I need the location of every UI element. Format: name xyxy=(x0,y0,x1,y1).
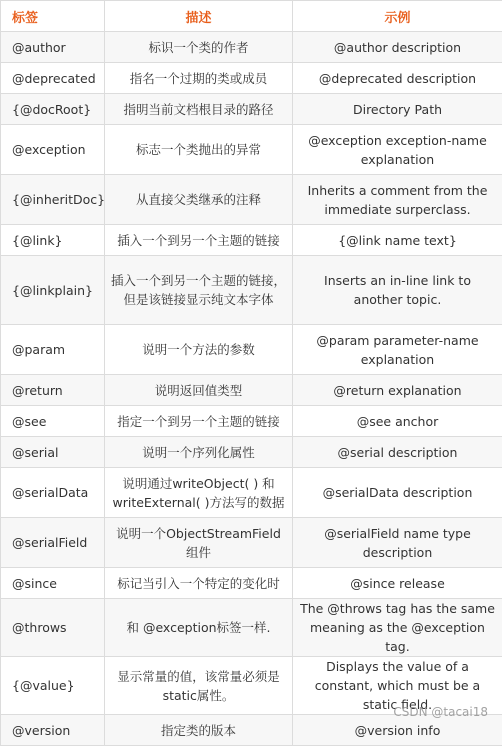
description-cell: 标记当引入一个特定的变化时 xyxy=(105,568,293,599)
tag-cell: @return xyxy=(1,375,105,406)
description-cell: 说明一个方法的参数 xyxy=(105,325,293,375)
description-cell: 插入一个到另一个主题的链接，但是该链接显示纯文本字体 xyxy=(105,256,293,325)
header-tag: 标签 xyxy=(1,1,105,32)
table-row xyxy=(1,32,502,63)
example-cell: @param parameter-name explanation xyxy=(293,325,502,375)
table-row xyxy=(1,125,502,175)
table-row xyxy=(1,437,502,468)
description-cell: 说明通过writeObject( ) 和 writeExternal( )方法写的数据 xyxy=(105,468,293,518)
tag-cell: @see xyxy=(1,406,105,437)
tag-cell: {@link} xyxy=(1,225,105,256)
table-row xyxy=(1,599,502,657)
table-row xyxy=(1,715,502,746)
example-cell: The @throws tag has the same meaning as the @exception tag. xyxy=(293,599,502,657)
example-cell: @since release xyxy=(293,568,502,599)
tag-cell: @version xyxy=(1,715,105,746)
table-row xyxy=(1,175,502,225)
example-cell: @version info xyxy=(293,715,502,746)
tag-cell: @deprecated xyxy=(1,63,105,94)
example-cell: @deprecated description xyxy=(293,63,502,94)
table-row xyxy=(1,256,502,325)
description-cell: 说明一个序列化属性 xyxy=(105,437,293,468)
tag-cell: {@value} xyxy=(1,657,105,715)
table-row xyxy=(1,518,502,568)
watermark: CSDN @tacai18 xyxy=(393,705,488,719)
table-row xyxy=(1,568,502,599)
example-cell: @serialData description xyxy=(293,468,502,518)
tag-cell: @serialData xyxy=(1,468,105,518)
tag-cell: @since xyxy=(1,568,105,599)
example-cell: Inherits a comment from the immediate surperclass. xyxy=(293,175,502,225)
description-cell: 指定一个到另一个主题的链接 xyxy=(105,406,293,437)
example-cell: @serial description xyxy=(293,437,502,468)
table-row xyxy=(1,63,502,94)
table-header-row xyxy=(1,1,502,32)
description-cell: 指名一个过期的类或成员 xyxy=(105,63,293,94)
table-row xyxy=(1,375,502,406)
table-row xyxy=(1,325,502,375)
table-body xyxy=(1,32,502,746)
tag-cell: @exception xyxy=(1,125,105,175)
tag-cell: @throws xyxy=(1,599,105,657)
table-row xyxy=(1,468,502,518)
description-cell: 标识一个类的作者 xyxy=(105,32,293,63)
example-cell: {@link name text} xyxy=(293,225,502,256)
tag-cell: @serialField xyxy=(1,518,105,568)
header-example: 示例 xyxy=(293,1,502,32)
tag-cell: @param xyxy=(1,325,105,375)
example-cell: @see anchor xyxy=(293,406,502,437)
description-cell: 说明返回值类型 xyxy=(105,375,293,406)
example-cell: @author description xyxy=(293,32,502,63)
table-row xyxy=(1,225,502,256)
example-cell: Displays the value of a constant, which must be a static field. xyxy=(293,657,502,715)
example-cell: @return explanation xyxy=(293,375,502,406)
header-description: 描述 xyxy=(105,1,293,32)
description-cell: 标志一个类抛出的异常 xyxy=(105,125,293,175)
example-cell: @exception exception-name explanation xyxy=(293,125,502,175)
tag-cell: {@docRoot} xyxy=(1,94,105,125)
tag-cell: {@inheritDoc} xyxy=(1,175,105,225)
description-cell: 从直接父类继承的注释 xyxy=(105,175,293,225)
example-cell: Directory Path xyxy=(293,94,502,125)
description-cell: 插入一个到另一个主题的链接 xyxy=(105,225,293,256)
description-cell: 和 @exception标签一样. xyxy=(105,599,293,657)
example-cell: Inserts an in-line link to another topic. xyxy=(293,256,502,325)
description-cell: 指明当前文档根目录的路径 xyxy=(105,94,293,125)
tag-cell: @serial xyxy=(1,437,105,468)
tag-cell: @author xyxy=(1,32,105,63)
table-row xyxy=(1,406,502,437)
description-cell: 说明一个ObjectStreamField组件 xyxy=(105,518,293,568)
example-cell: @serialField name type description xyxy=(293,518,502,568)
table-row xyxy=(1,94,502,125)
description-cell: 显示常量的值，该常量必须是static属性。 xyxy=(105,657,293,715)
tag-cell: {@linkplain} xyxy=(1,256,105,325)
description-cell: 指定类的版本 xyxy=(105,715,293,746)
